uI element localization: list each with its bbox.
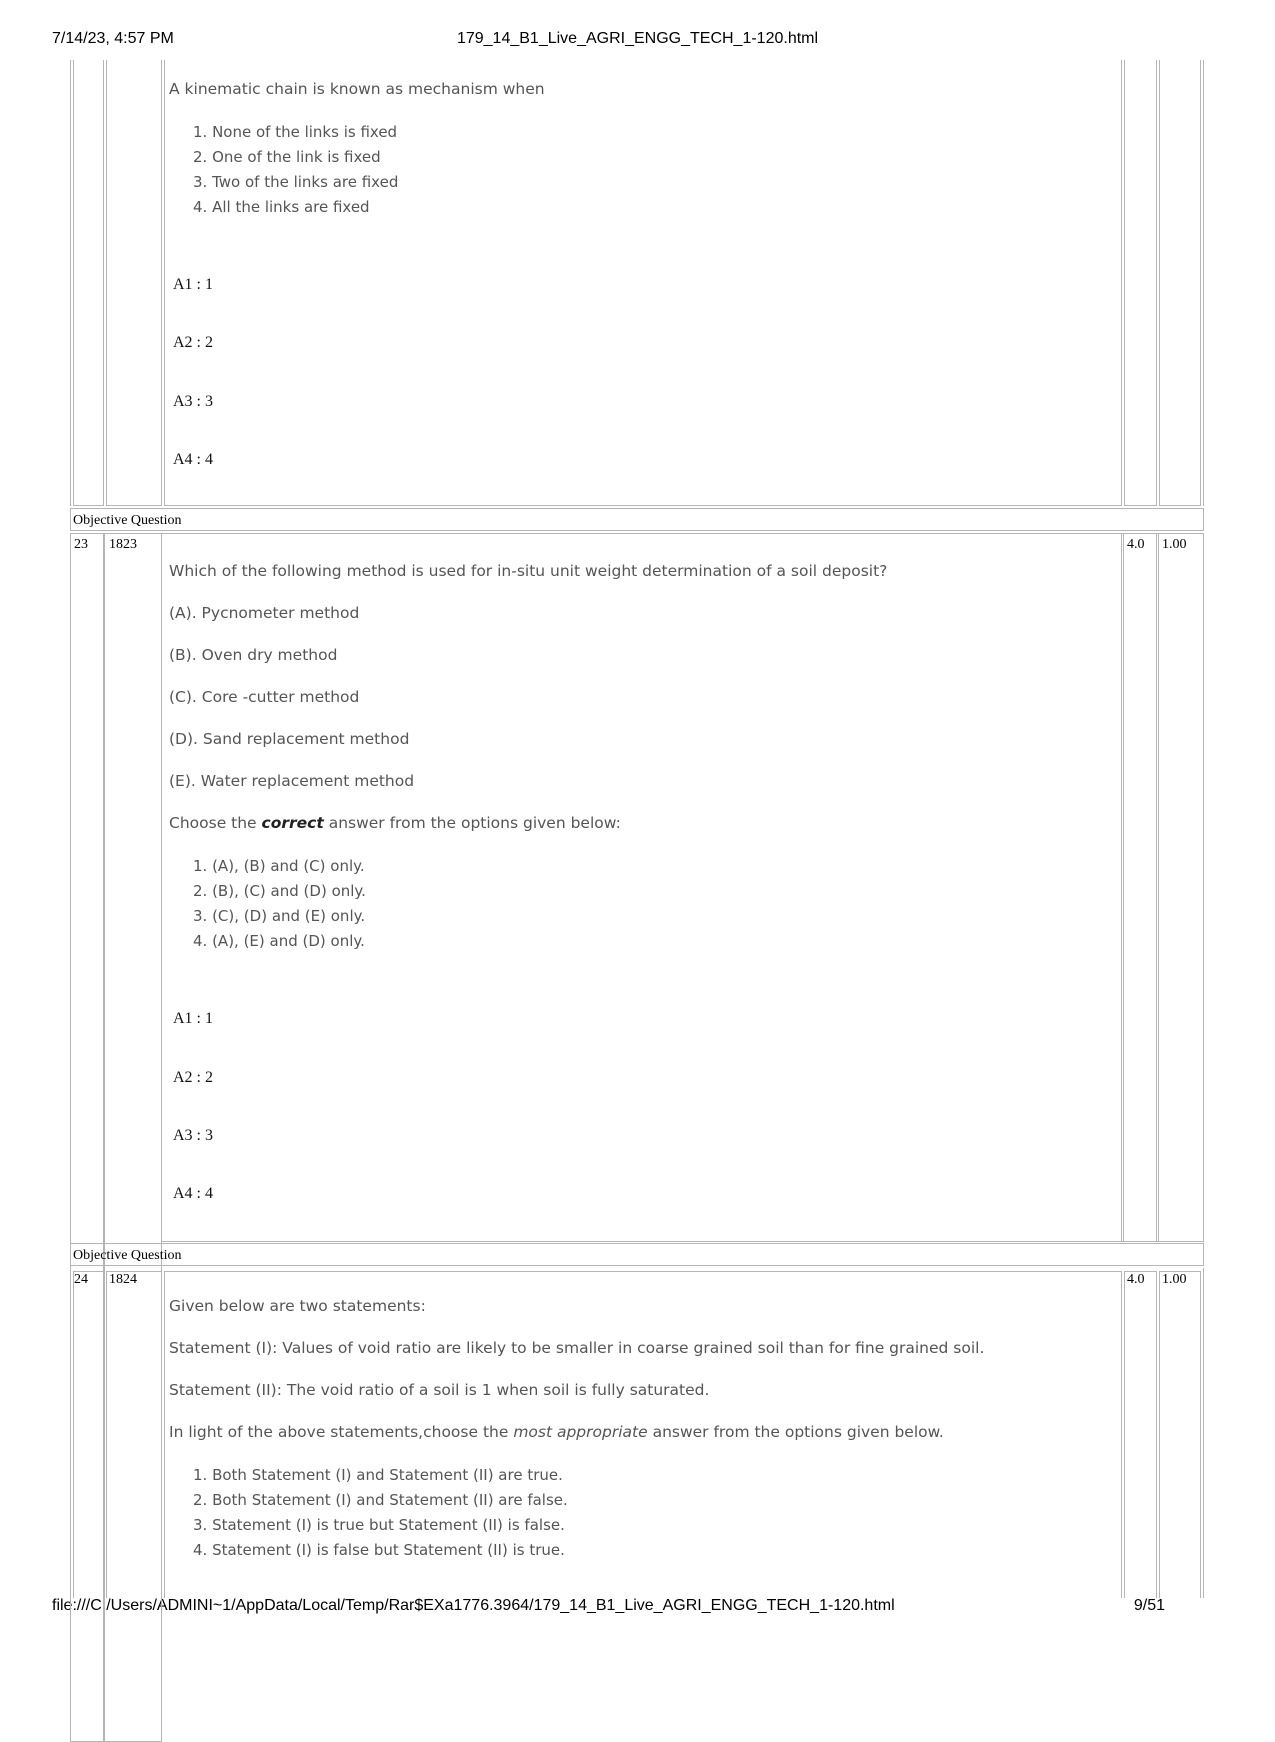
question-id: 1823 xyxy=(109,537,137,552)
option-item: 3. Two of the links are fixed xyxy=(193,173,399,191)
cell-border xyxy=(1200,1271,1201,1598)
choose-instruction xyxy=(169,1423,944,1441)
option-item: 4. (A), (E) and (D) only. xyxy=(193,932,365,950)
qid-cell xyxy=(103,533,162,1742)
print-datetime: 7/14/23, 4:57 PM xyxy=(52,30,174,47)
cell-border xyxy=(1159,60,1160,506)
choose-emphasis: most appropriate xyxy=(513,1423,648,1441)
question-text: A kinematic chain is known as mechanism when xyxy=(169,80,545,98)
cell-border xyxy=(70,60,71,506)
negative-marks: 1.00 xyxy=(1162,1272,1187,1287)
cell-border xyxy=(1121,1271,1122,1598)
cell-border xyxy=(1200,60,1201,506)
negative-marks: 1.00 xyxy=(1162,537,1187,552)
serial-number: 24 xyxy=(74,1272,88,1287)
choose-emphasis: correct xyxy=(261,814,324,832)
cell-border xyxy=(103,60,104,506)
answer-a1: A1 : 1 xyxy=(173,1010,213,1027)
options-list xyxy=(193,1463,568,1563)
choose-text-pre: In light of the above statements,choose the xyxy=(169,1423,514,1441)
cell-border xyxy=(1156,60,1157,506)
section-type-label: Objective Question xyxy=(73,1248,182,1263)
cell-border xyxy=(106,1271,107,1598)
statement-one: Statement (I): Values of void ratio are likely to be smaller in coarse grained soil than for fine grained soil. xyxy=(169,1339,985,1357)
cell-border xyxy=(1121,60,1122,506)
cell-border xyxy=(1203,60,1204,506)
option-item: 3. Statement (I) is true but Statement (II) is false. xyxy=(193,1516,565,1534)
marks-cell xyxy=(1121,533,1159,1242)
statement-e: (E). Water replacement method xyxy=(169,772,415,790)
answer-a4: A4 : 4 xyxy=(173,451,213,468)
cell-border xyxy=(70,1268,71,1598)
answer-a3: A3 : 3 xyxy=(173,1127,213,1144)
statement-a: (A). Pycnometer method xyxy=(169,604,360,622)
cell-border xyxy=(106,60,107,506)
cell-border xyxy=(1124,60,1125,506)
choose-instruction xyxy=(169,814,621,832)
section-header-box xyxy=(70,1243,1204,1266)
choose-text-pre: Choose the xyxy=(169,814,262,832)
cell-border xyxy=(1203,1268,1204,1598)
cell-border xyxy=(161,60,162,506)
question-id: 1824 xyxy=(109,1272,137,1287)
answer-a4: A4 : 4 xyxy=(173,1185,213,1202)
cell-border xyxy=(103,1271,104,1598)
option-item: 1. (A), (B) and (C) only. xyxy=(193,857,365,875)
cell-border xyxy=(161,1271,162,1598)
cell-border xyxy=(73,1271,74,1598)
cell-border xyxy=(164,1271,165,1598)
answer-a2: A2 : 2 xyxy=(173,334,213,351)
question-text: Which of the following method is used for in-situ unit weight determination of a soil deposit? xyxy=(169,562,888,580)
cell-border xyxy=(1124,1271,1125,1598)
answer-a3: A3 : 3 xyxy=(173,393,213,410)
option-item: 2. One of the link is fixed xyxy=(193,148,381,166)
sno-cell xyxy=(70,533,105,1742)
document-title: 179_14_B1_Live_AGRI_ENGG_TECH_1-120.html xyxy=(456,30,819,47)
option-item: 2. Both Statement (I) and Statement (II) are false. xyxy=(193,1491,568,1509)
serial-number: 23 xyxy=(74,537,88,552)
answer-a2: A2 : 2 xyxy=(173,1069,213,1086)
cell-border xyxy=(1156,1271,1157,1598)
option-item: 1. None of the links is fixed xyxy=(193,123,398,141)
marks: 4.0 xyxy=(1127,1272,1145,1287)
option-item: 1. Both Statement (I) and Statement (II) are true. xyxy=(193,1466,563,1484)
option-item: 3. (C), (D) and (E) only. xyxy=(193,907,366,925)
section-header-box xyxy=(70,508,1204,531)
options-list xyxy=(193,120,398,220)
cell-border xyxy=(1159,1271,1160,1598)
option-item: 4. All the links are fixed xyxy=(193,198,370,216)
choose-text-post: answer from the options given below: xyxy=(323,814,621,832)
cell-border xyxy=(164,60,165,506)
negative-cell xyxy=(1156,533,1204,1242)
answer-a1: A1 : 1 xyxy=(173,276,213,293)
page-number: 9/51 xyxy=(1133,1597,1165,1614)
cell-border xyxy=(73,60,74,506)
section-type-label: Objective Question xyxy=(73,513,182,528)
options-list xyxy=(193,854,366,954)
choose-text-post: answer from the options given below. xyxy=(647,1423,944,1441)
statement-c: (C). Core -cutter method xyxy=(169,688,360,706)
option-item: 2. (B), (C) and (D) only. xyxy=(193,882,366,900)
statement-d: (D). Sand replacement method xyxy=(169,730,410,748)
marks: 4.0 xyxy=(1127,537,1145,552)
statement-two: Statement (II): The void ratio of a soil is 1 when soil is fully saturated. xyxy=(169,1381,710,1399)
statement-b: (B). Oven dry method xyxy=(169,646,338,664)
option-item: 4. Statement (I) is false but Statement (II) is true. xyxy=(193,1541,565,1559)
question-intro: Given below are two statements: xyxy=(169,1297,426,1315)
file-path: file:///C:/Users/ADMINI~1/AppData/Local/Temp/Rar$EXa1776.3964/179_14_B1_Live_AGRI_ENGG_TECH_1-120.html xyxy=(52,1597,895,1614)
